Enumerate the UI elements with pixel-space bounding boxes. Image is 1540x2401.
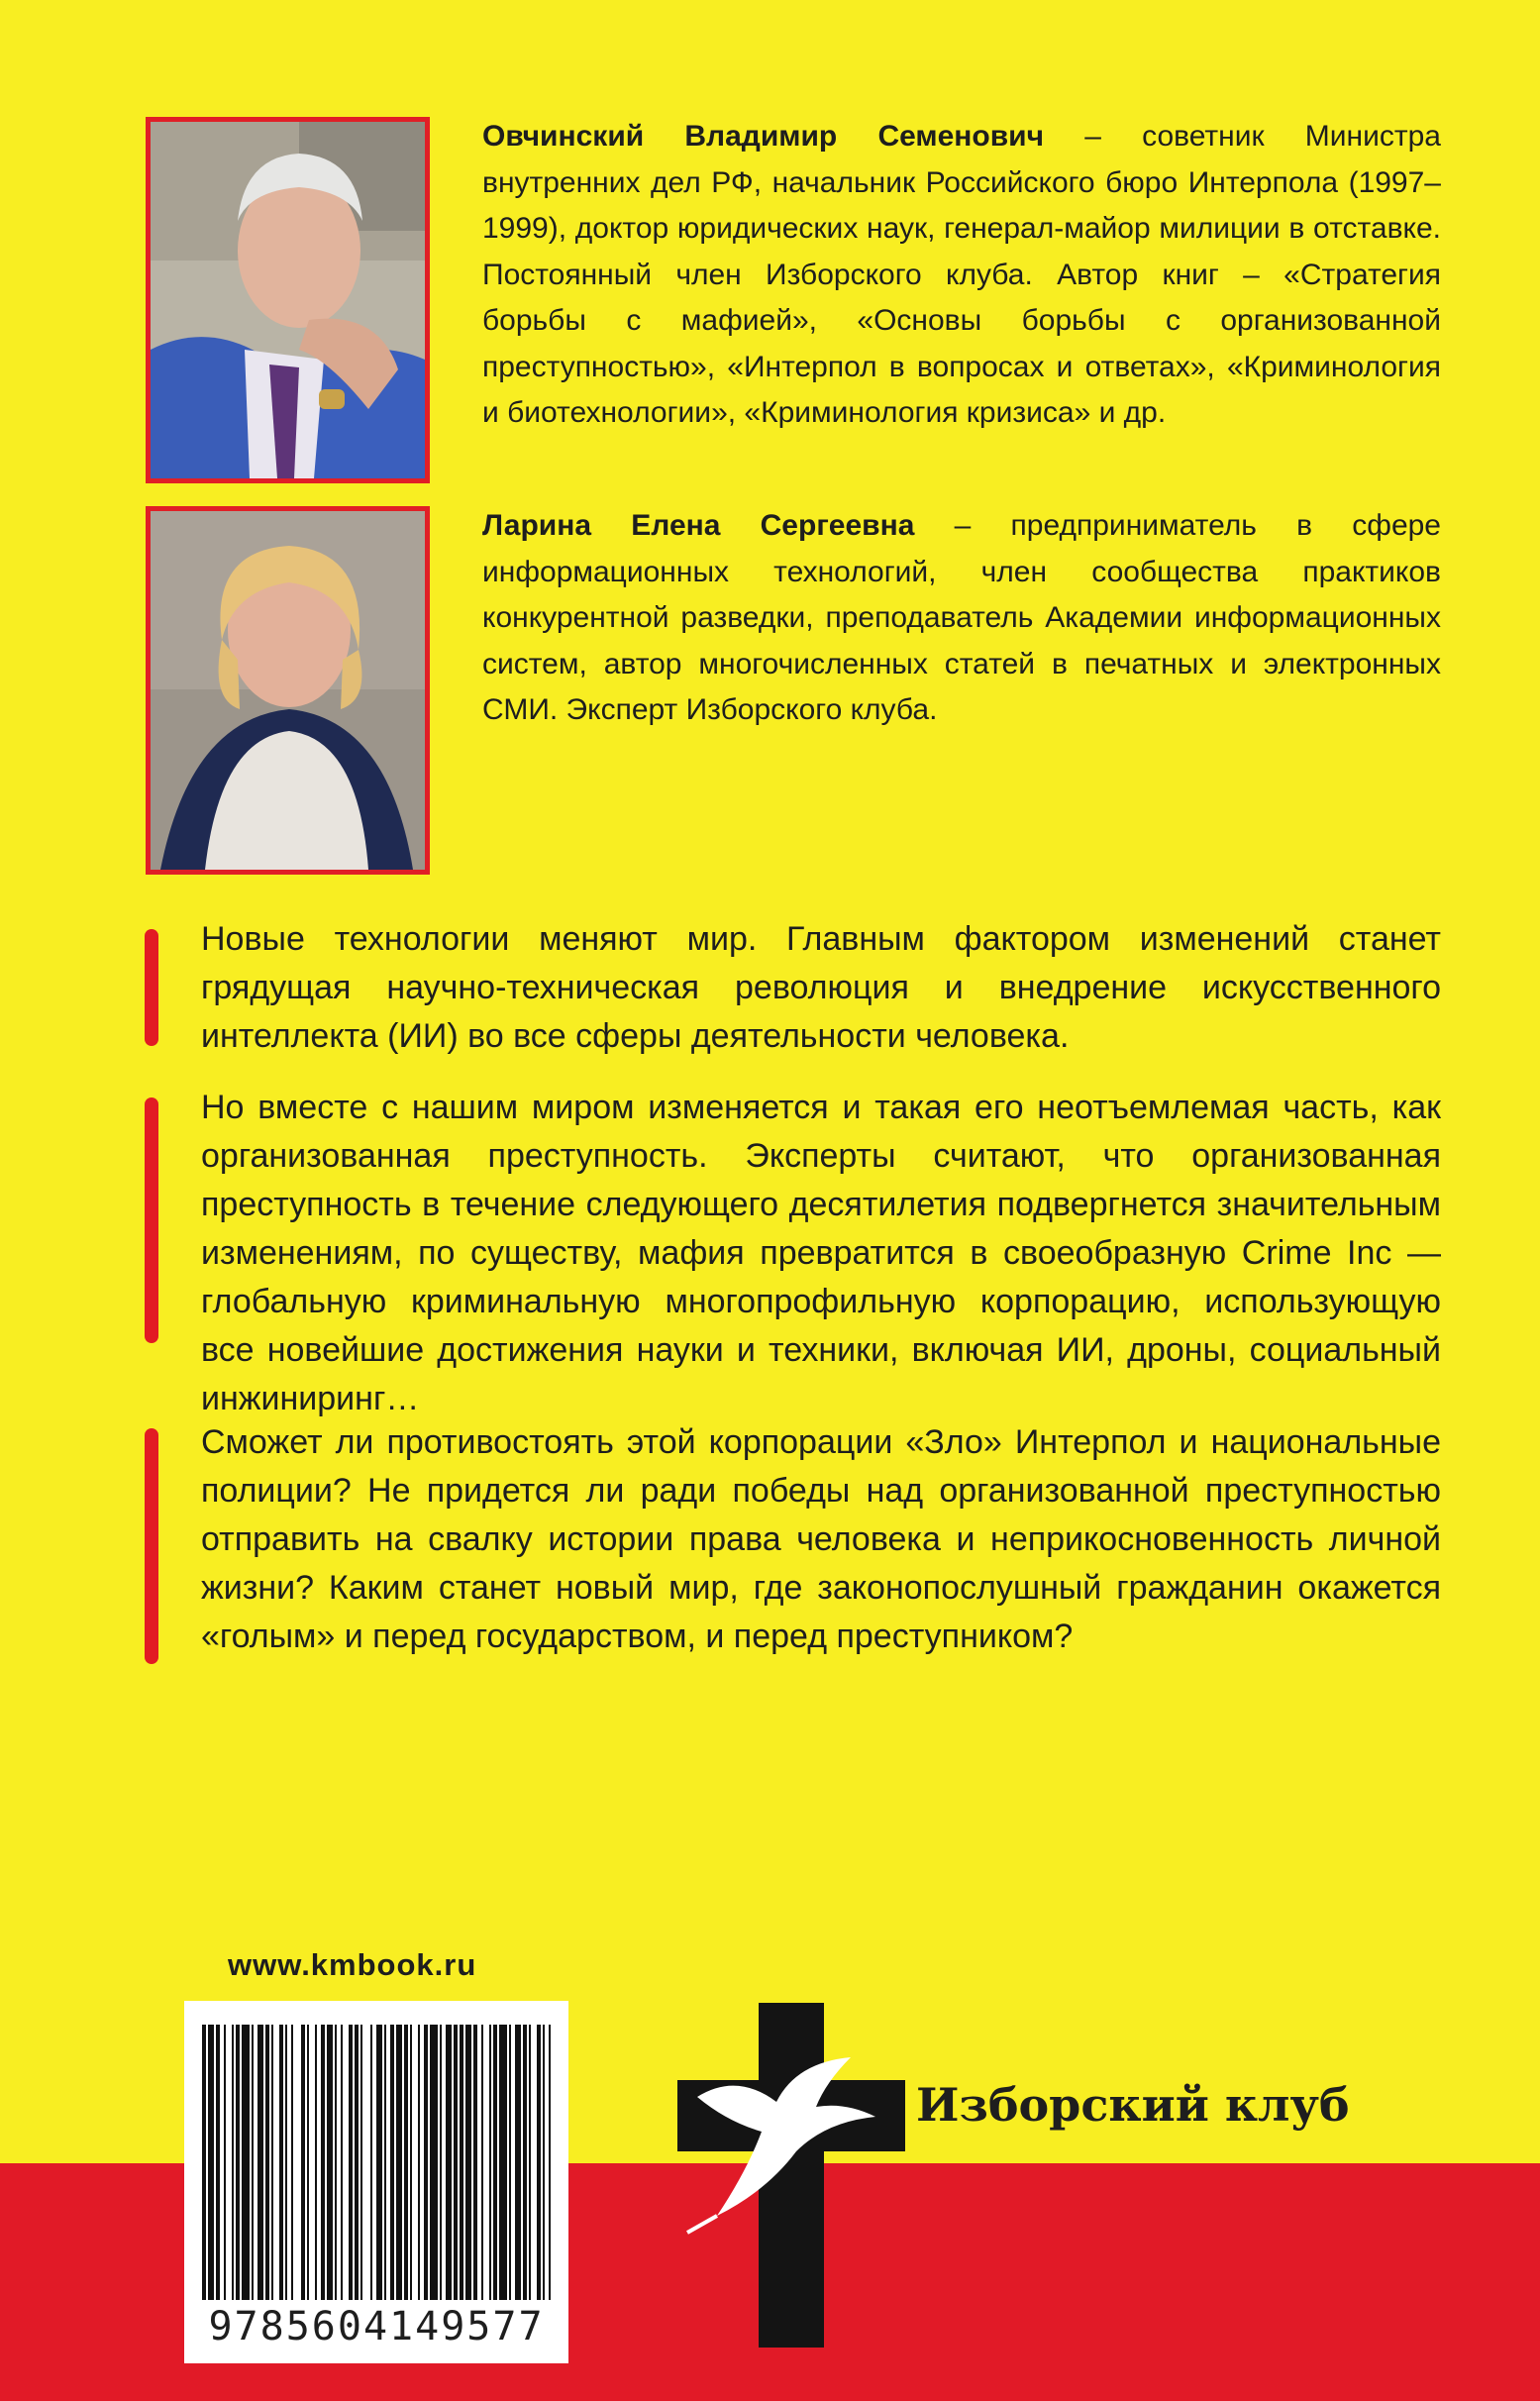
- barcode-bar: [252, 2025, 254, 2300]
- barcode-bar: [515, 2025, 521, 2300]
- author-bio-text: – советник Министра внутренних дел РФ, начальник Российского бюро Интерпола (1997–1999), доктор юридических наук, генерал-майор милиции в отставке. Постоянный член Изборского клуба. Автор книг – «Стратегия борьбы с мафией», «Основы борьбы с организованной преступностью», «Интерпол в вопросах и ответах», «Криминология и биотехнологии», «Криминология кризиса» и др.: [482, 120, 1441, 429]
- paragraph-marker: [145, 1428, 158, 1664]
- barcode-bar: [208, 2025, 214, 2300]
- barcode-bar: [257, 2025, 263, 2300]
- barcode-bar: [349, 2025, 353, 2300]
- barcode-bar: [430, 2025, 438, 2300]
- barcode-bar: [301, 2025, 305, 2300]
- barcode-bar: [460, 2025, 463, 2300]
- barcode-bar: [341, 2025, 343, 2300]
- annotation-paragraph: Сможет ли противостоять этой корпорации «Зло» Интерпол и национальные полиции? Не придется ли ради победы над организованной преступностью отправить на свалку истории права человека и неприкосновенность личной жизни? Каким станет новый мир, где законопослушный гражданин окажется «голым» и перед государством, и перед преступником?: [201, 1423, 1441, 1655]
- barcode-bar: [446, 2025, 452, 2300]
- barcode-bar: [549, 2025, 551, 2300]
- barcode-bar: [265, 2025, 269, 2300]
- isbn-number: 9785604149577: [208, 2304, 545, 2349]
- barcode-bar: [410, 2025, 412, 2300]
- barcode-bar: [454, 2025, 458, 2300]
- barcode-bar: [424, 2025, 428, 2300]
- barcode-bar: [396, 2025, 402, 2300]
- barcode-bar: [499, 2025, 507, 2300]
- author-name: Овчинский Владимир Семенович: [482, 120, 1045, 153]
- author-photo-larina: [146, 506, 430, 875]
- author-bio: [482, 114, 1441, 437]
- barcode-bar: [440, 2025, 442, 2300]
- paragraph-marker: [145, 929, 158, 1046]
- barcode-bar: [543, 2025, 545, 2300]
- paragraph-marker: [145, 1097, 158, 1343]
- publisher-website: www.kmbook.ru: [228, 1947, 477, 1982]
- barcode-bar: [271, 2025, 273, 2300]
- barcode-bar: [224, 2025, 226, 2300]
- barcode-bar: [537, 2025, 541, 2300]
- barcode-bar: [384, 2025, 386, 2300]
- barcode-bar: [489, 2025, 491, 2300]
- author-photo-ovchinsky: [146, 117, 430, 483]
- annotation-paragraph: Новые технологии меняют мир. Главным фактором изменений станет грядущая научно-техническая революция и внедрение искусственного интеллекта (ИИ) во все сферы деятельности человека.: [201, 920, 1441, 1055]
- barcode-bar: [523, 2025, 527, 2300]
- barcode-bars: [202, 2025, 551, 2300]
- barcode-bar: [465, 2025, 471, 2300]
- barcode-bar: [529, 2025, 531, 2300]
- izborsky-club-cross-logo: [677, 2003, 905, 2348]
- barcode-bar: [355, 2025, 359, 2300]
- author-bio-text: – предприниматель в сфере информационных технологий, член сообщества практиков конкурентной разведки, преподаватель Академии информационных систем, автор многочисленных статей в печатных и электронных СМИ. Эксперт Изборского клуба.: [482, 509, 1441, 726]
- barcode-bar: [376, 2025, 382, 2300]
- author-name: Ларина Елена Сергеевна: [482, 509, 915, 542]
- barcode-bar: [321, 2025, 325, 2300]
- barcode-bar: [315, 2025, 317, 2300]
- barcode-bar: [242, 2025, 250, 2300]
- barcode-bar: [279, 2025, 283, 2300]
- barcode-bar: [481, 2025, 483, 2300]
- barcode-bar: [493, 2025, 497, 2300]
- barcode-bar: [390, 2025, 394, 2300]
- barcode-bar: [202, 2025, 206, 2300]
- barcode-bar: [418, 2025, 420, 2300]
- barcode-bar: [335, 2025, 337, 2300]
- isbn-barcode: [184, 2001, 568, 2363]
- barcode-bar: [236, 2025, 240, 2300]
- barcode-bar: [509, 2025, 511, 2300]
- barcode-bar: [404, 2025, 408, 2300]
- barcode-bar: [473, 2025, 477, 2300]
- author-bio: [482, 503, 1441, 734]
- barcode-bar: [232, 2025, 234, 2300]
- barcode-bar: [370, 2025, 372, 2300]
- barcode-bar: [216, 2025, 220, 2300]
- annotation-paragraph: Но вместе с нашим миром изменяется и такая его неотъемлемая часть, как организованная преступность. Эксперты считают, что организованная преступность в течение следующего десятилетия подвергнется значительным изменениям, по существу, мафия превратится в своеобразную Crime Inc — глобальную криминальную многопрофильную корпорацию, использующую все новейшие достижения науки и техники, включая ИИ, дроны, социальный инжиниринг…: [201, 1089, 1441, 1417]
- publisher-name: Изборский клуб: [916, 2078, 1350, 2132]
- barcode-bar: [291, 2025, 293, 2300]
- barcode-bar: [285, 2025, 287, 2300]
- barcode-bar: [327, 2025, 333, 2300]
- barcode-bar: [360, 2025, 362, 2300]
- barcode-bar: [307, 2025, 309, 2300]
